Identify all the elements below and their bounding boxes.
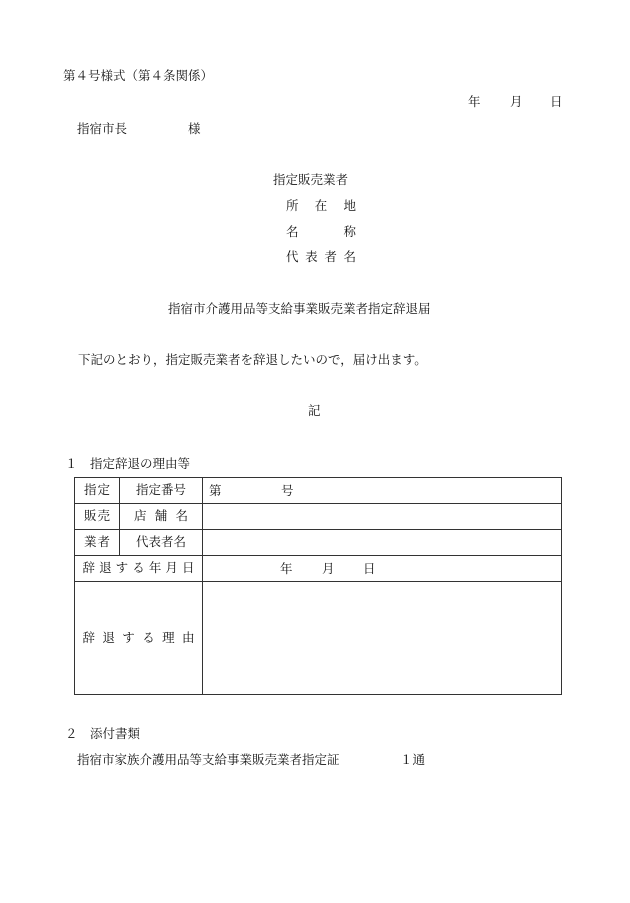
form-number: 第４号様式（第４条関係） — [63, 68, 214, 83]
group-label-line3: 業者 — [84, 534, 110, 550]
store-label-cell — [120, 504, 203, 530]
reason-label-cell — [75, 582, 203, 695]
rep-label: 代表者名 — [135, 534, 186, 550]
section1-heading: 指定辞退の理由等 — [90, 456, 191, 471]
group-label-line1-cell — [75, 478, 120, 504]
document-title: 指宿市介護用品等支給事業販売業者指定辞退届 — [168, 301, 431, 316]
store-value-cell[interactable] — [203, 504, 562, 530]
attachment-item: 指宿市家族介護用品等支給事業販売業者指定証 — [77, 752, 340, 767]
rep-label-cell — [120, 530, 203, 556]
table-row-date — [75, 556, 562, 582]
applicant-name-label: 名称 — [286, 224, 356, 239]
group-label-line2: 販売 — [84, 508, 110, 524]
table-row-store — [75, 504, 562, 530]
designation-prefix: 第 — [209, 483, 222, 498]
table-row-rep — [75, 530, 562, 556]
date-day-label: 日 — [550, 94, 563, 109]
attachment-count: １通 — [400, 752, 426, 767]
section2-heading: 添付書類 — [90, 726, 141, 741]
rep-value-cell[interactable] — [203, 530, 562, 556]
designation-label: 指定番号 — [135, 482, 186, 498]
designation-value-cell[interactable] — [203, 478, 562, 504]
table-row-reason — [75, 582, 562, 695]
addressee-name: 指宿市長 — [77, 121, 128, 136]
designation-label-cell — [120, 478, 203, 504]
store-label: 店舗名 — [134, 508, 188, 524]
ki-label: 記 — [308, 403, 321, 418]
withdraw-month-label: 月 — [322, 561, 335, 576]
group-label-line2-cell — [75, 504, 120, 530]
section2-number: ２ — [65, 726, 78, 741]
group-label-line1: 指定 — [84, 482, 110, 498]
withdrawal-form-table — [74, 477, 562, 695]
applicant-title: 指定販売業者 — [273, 172, 349, 187]
document-body: 下記のとおり，指定販売業者を辞退したいので，届け出ます。 — [78, 352, 427, 367]
table-row-designation — [75, 478, 562, 504]
applicant-address-label: 所在地 — [286, 198, 356, 213]
addressee-honorific: 様 — [188, 121, 201, 136]
date-value-cell[interactable] — [203, 556, 562, 582]
group-label-line3-cell — [75, 530, 120, 556]
reason-label: 辞退する理由 — [82, 629, 195, 645]
date-label-cell — [75, 556, 203, 582]
withdraw-day-label: 日 — [363, 561, 376, 576]
withdraw-year-label: 年 — [280, 561, 293, 576]
designation-suffix: 号 — [281, 483, 294, 498]
section1-number: １ — [65, 456, 78, 471]
reason-value-cell[interactable] — [203, 582, 562, 695]
date-label: 辞退する年月日 — [82, 560, 195, 576]
applicant-rep-label: 代表者名 — [286, 249, 356, 264]
date-year-label: 年 — [468, 94, 481, 109]
date-month-label: 月 — [510, 94, 523, 109]
